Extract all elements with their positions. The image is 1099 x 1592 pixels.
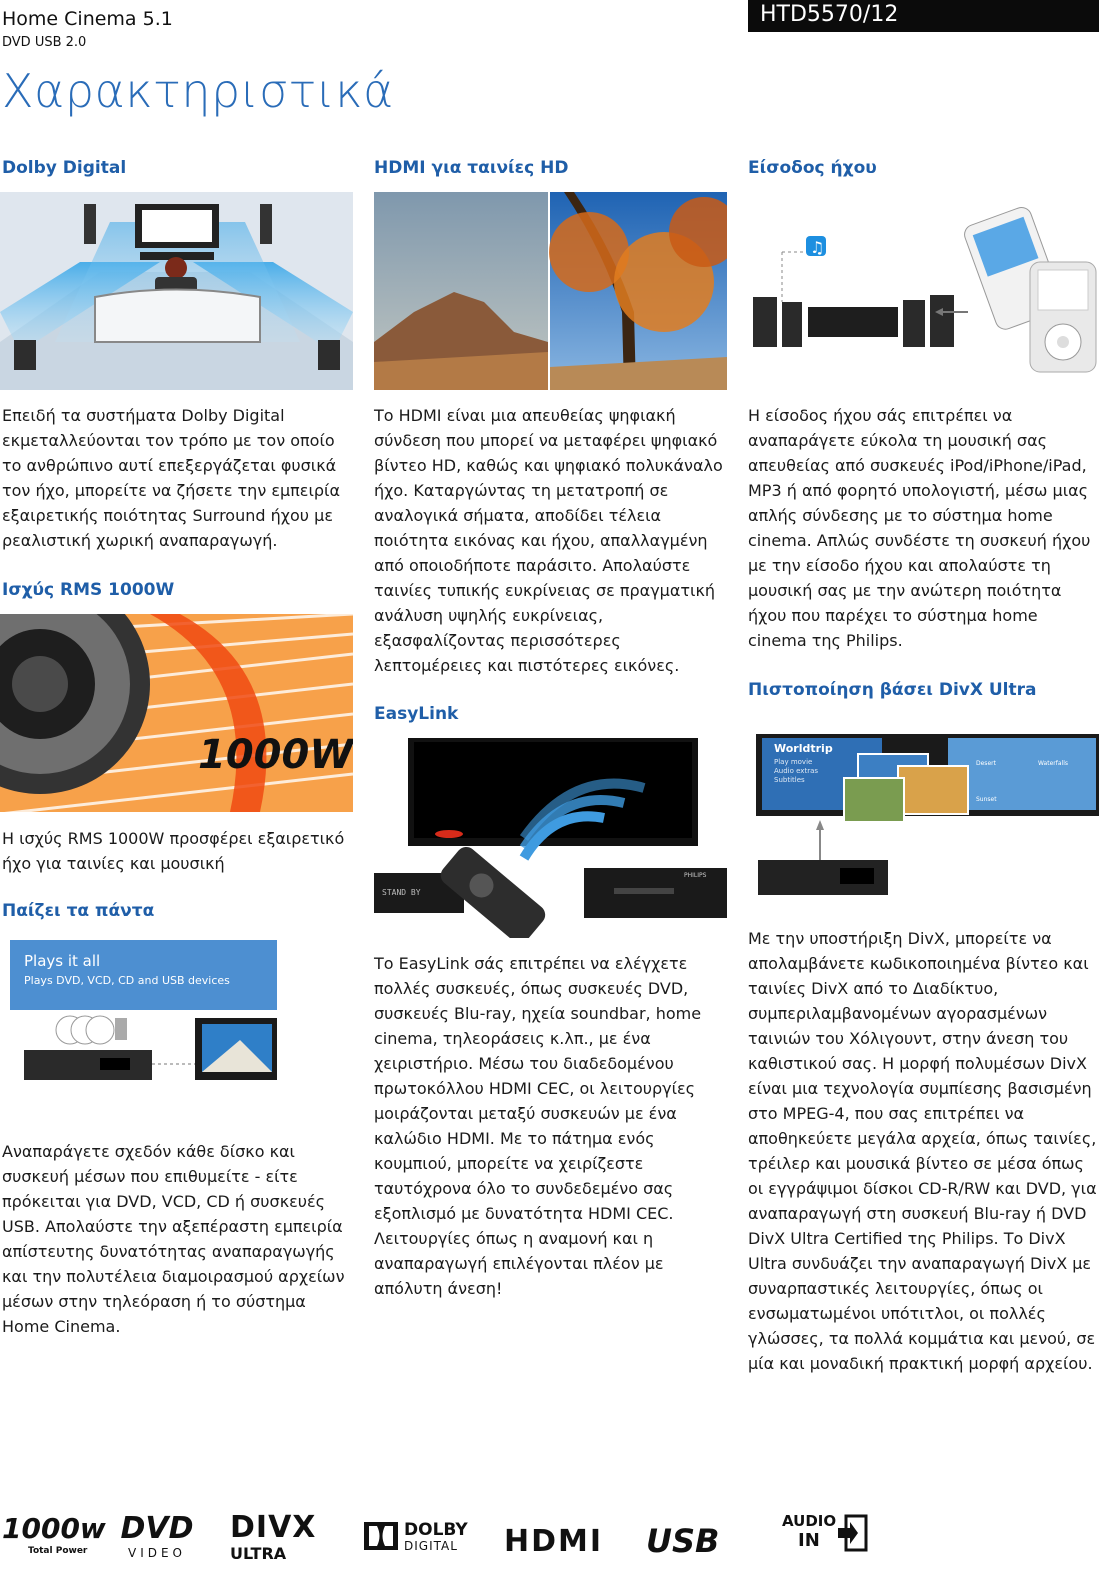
dvd-logo-sub: VIDEO [127, 1546, 186, 1560]
audio-in-logo-main: AUDIO [782, 1512, 837, 1530]
dolby-logo [364, 1512, 484, 1582]
usb-logo [646, 1512, 766, 1582]
divx-menu-item: Audio extras [774, 767, 819, 775]
rms-title: Ισχύς RMS 1000W [2, 580, 175, 600]
divx-thumb-label: Sunset [976, 796, 997, 803]
audio-in-arrow-icon [838, 1514, 868, 1552]
divx-text: Με την υποστήριξη DivX, μπορείτε να απολαμβάνετε κωδικοποιημένα βίντεο και ταινίες DivX από το Διαδίκτυο, συμπεριλαμβανομένων αγορασμένων ταινιών του Χόλιγουντ, στην άνεση του καθιστικού σας. Η μορφή πολυμέσων DivX είναι μια τεχνολογία συμπίεσης βασισμένη στο MPEG-4, που σας επιτρέπει να αποθηκεύετε μεγάλα αρχεία, όπως ταινίες, τρέιλερ και μουσικά βίντεο σε μέσα όπως οι εγγράψιμοι δίσκοι CD-R/RW και DVD, για αναπαραγωγή στη συσκευή Blu-ray ή DVD DivX Ultra Certified της Philips. Το DivX Ultra συνδυάζει την αναπαραγωγή DivX με συναρπαστικές λειτουργίες, όπως οι ενσωματωμένοι υπότιτλοι, οι πολλές γλώσσες, τα πολλά κομμάτια και μενού, σε μία και μοναδική πρακτική μορφή αρχείου. [748, 929, 1097, 1373]
audio-in-logo [782, 1512, 892, 1582]
audio-in-title: Είσοδος ήχου [748, 158, 877, 178]
product-subline: DVD USB 2.0 [2, 35, 87, 50]
model-badge [748, 0, 1099, 32]
divx-menu-item: Subtitles [774, 776, 805, 784]
audio-in-image [748, 192, 1099, 390]
divx-logo-main: DIVX [230, 1510, 317, 1545]
divx-title: Πιστοποίηση βάσει DivX Ultra [748, 680, 1037, 700]
model-number: HTD5570/12 [760, 2, 899, 27]
divx-thumb-label: Waterfalls [1038, 760, 1068, 767]
hdmi-text: Το HDMI είναι μια απευθείας ψηφιακή σύνδεση που μπορεί να μεταφέρει ψηφιακό βίντεο HD, καθώς και ψηφιακό πολυκάναλο ήχο. Καταργώντας τη μετατροπή σε αναλογικά σήματα, αποδίδει τέλεια ποιότητα εικόνας και ήχου, απαλλαγμένη από οποιοδήποτε παράσιτο. Απολαύστε ταινίες τυπικής ευκρίνειας σε πραγματική ανάλυση υψηλής ευκρίνειας, εξασφαλίζοντας περισσότερες λεπτομέρειες και πιστότερες εικόνες. [374, 406, 723, 675]
plays-all-banner-title: Plays it all [24, 952, 101, 970]
divx-image [748, 734, 1099, 899]
dolby-logo-sub: DIGITAL [404, 1539, 458, 1553]
rms-power-image [0, 614, 353, 812]
divx-thumb-label: Desert [976, 760, 996, 767]
divx-logo [230, 1512, 340, 1582]
page-title: Χαρακτηριστικά [2, 64, 394, 118]
dolby-title: Dolby Digital [2, 158, 127, 178]
divx-menu-title: Worldtrip [774, 742, 833, 755]
hdmi-title: HDMI για ταινίες HD [374, 158, 569, 178]
plays-all-title: Παίζει τα πάντα [2, 901, 155, 921]
rms-image-label: 1000W [198, 732, 353, 778]
product-line: Home Cinema 5.1 [2, 8, 173, 30]
plays-all-image [10, 940, 277, 1085]
divx-logo-sub: ULTRA [230, 1544, 287, 1563]
usb-logo-main: USB [646, 1522, 720, 1560]
easylink-text: Το EasyLink σάς επιτρέπει να ελέγχετε πολλές συσκευές, όπως συσκευές DVD, συσκευές Blu-ray, ηχεία soundbar, home cinema, τηλεοράσεις κ.λπ., με ένα χειριστήριο. Μέσω του διαδεδομένου πρωτοκόλλου HDMI CEC, οι λειτουργίες μοιράζονται μεταξύ συσκευών με ένα καλώδιο HDMI. Με το πάτημα ενός κουμπιού, μπορείτε να χειρίζεστε ταυτόχρονα όλο το συνδεδεμένο σας εξοπλισμό με δυνατότητα HDMI CEC. Λειτουργίες όπως η αναμονή και η αναπαραγωγή επιλέγονται πλέον με απόλυτη άνεση! [374, 954, 702, 1298]
dolby-surround-image [0, 192, 353, 390]
plays-all-banner-sub: Plays DVD, VCD, CD and USB devices [24, 974, 230, 987]
dolby-logo-main: DOLBY [404, 1520, 468, 1540]
easylink-brand-label: PHILIPS [684, 872, 707, 879]
svg-text:♫: ♫ [810, 238, 825, 257]
hdmi-logo-main: HDMI [504, 1524, 604, 1559]
audio-in-text: Η είσοδος ήχου σάς επιτρέπει να αναπαράγετε εύκολα τη μουσική σας απευθείας από συσκευές iPod/iPhone/iPad, MP3 ή από φορητό υπολογιστή, μέσω μιας απλής σύνδεσης με το σύστημα home cinema. Απλώς συνδέστε τη συσκευή ήχου με την είσοδο ήχου και απολαύστε τη μουσική σας με την ανώτερη ποιότητα ήχου που παρέχει το σύστημα home cinema της Philips. [748, 406, 1091, 650]
hdmi-comparison-image [374, 192, 727, 390]
power-logo-main: 1000w [2, 1512, 106, 1545]
easylink-standby-label: STAND BY [382, 888, 421, 897]
rms-text: Η ισχύς RMS 1000W προσφέρει εξαιρετικό ήχο για ταινίες και μουσική [2, 829, 345, 873]
dolby-text: Επειδή τα συστήματα Dolby Digital εκμεταλλεύονται τον τρόπο με τον οποίο το ανθρώπινο αυτί επεξεργάζεται φυσικά τον ήχο, μπορείτε να ζήσετε την εμπειρία εξαιρετικής ποιότητας Surround ήχου με ρεαλιστική χωρική αναπαραγωγή. [2, 406, 340, 550]
audio-in-logo-sub: IN [798, 1530, 820, 1551]
power-logo-sub: Total Power [28, 1546, 88, 1556]
plays-all-text: Αναπαράγετε σχεδόν κάθε δίσκο και συσκευή μέσων που επιθυμείτε - είτε πρόκειται για DVD, VCD, CD ή συσκευές USB. Απολαύστε την αξεπέραστη εμπειρία απίστευτης δυνατότητας αναπαραγωγής και την πολυτέλεια διαμοιρασμού αρχείων μέσων στην τηλεόραση ή το σύστημα Home Cinema. [2, 1142, 345, 1336]
dvd-logo [112, 1512, 202, 1582]
easylink-image [374, 738, 727, 938]
logo-row [0, 1512, 1099, 1592]
hdmi-logo [504, 1512, 624, 1582]
easylink-title: EasyLink [374, 704, 459, 724]
dvd-logo-main: DVD [120, 1511, 194, 1546]
power-logo [2, 1512, 106, 1582]
divx-menu-item: Play movie [774, 758, 813, 766]
